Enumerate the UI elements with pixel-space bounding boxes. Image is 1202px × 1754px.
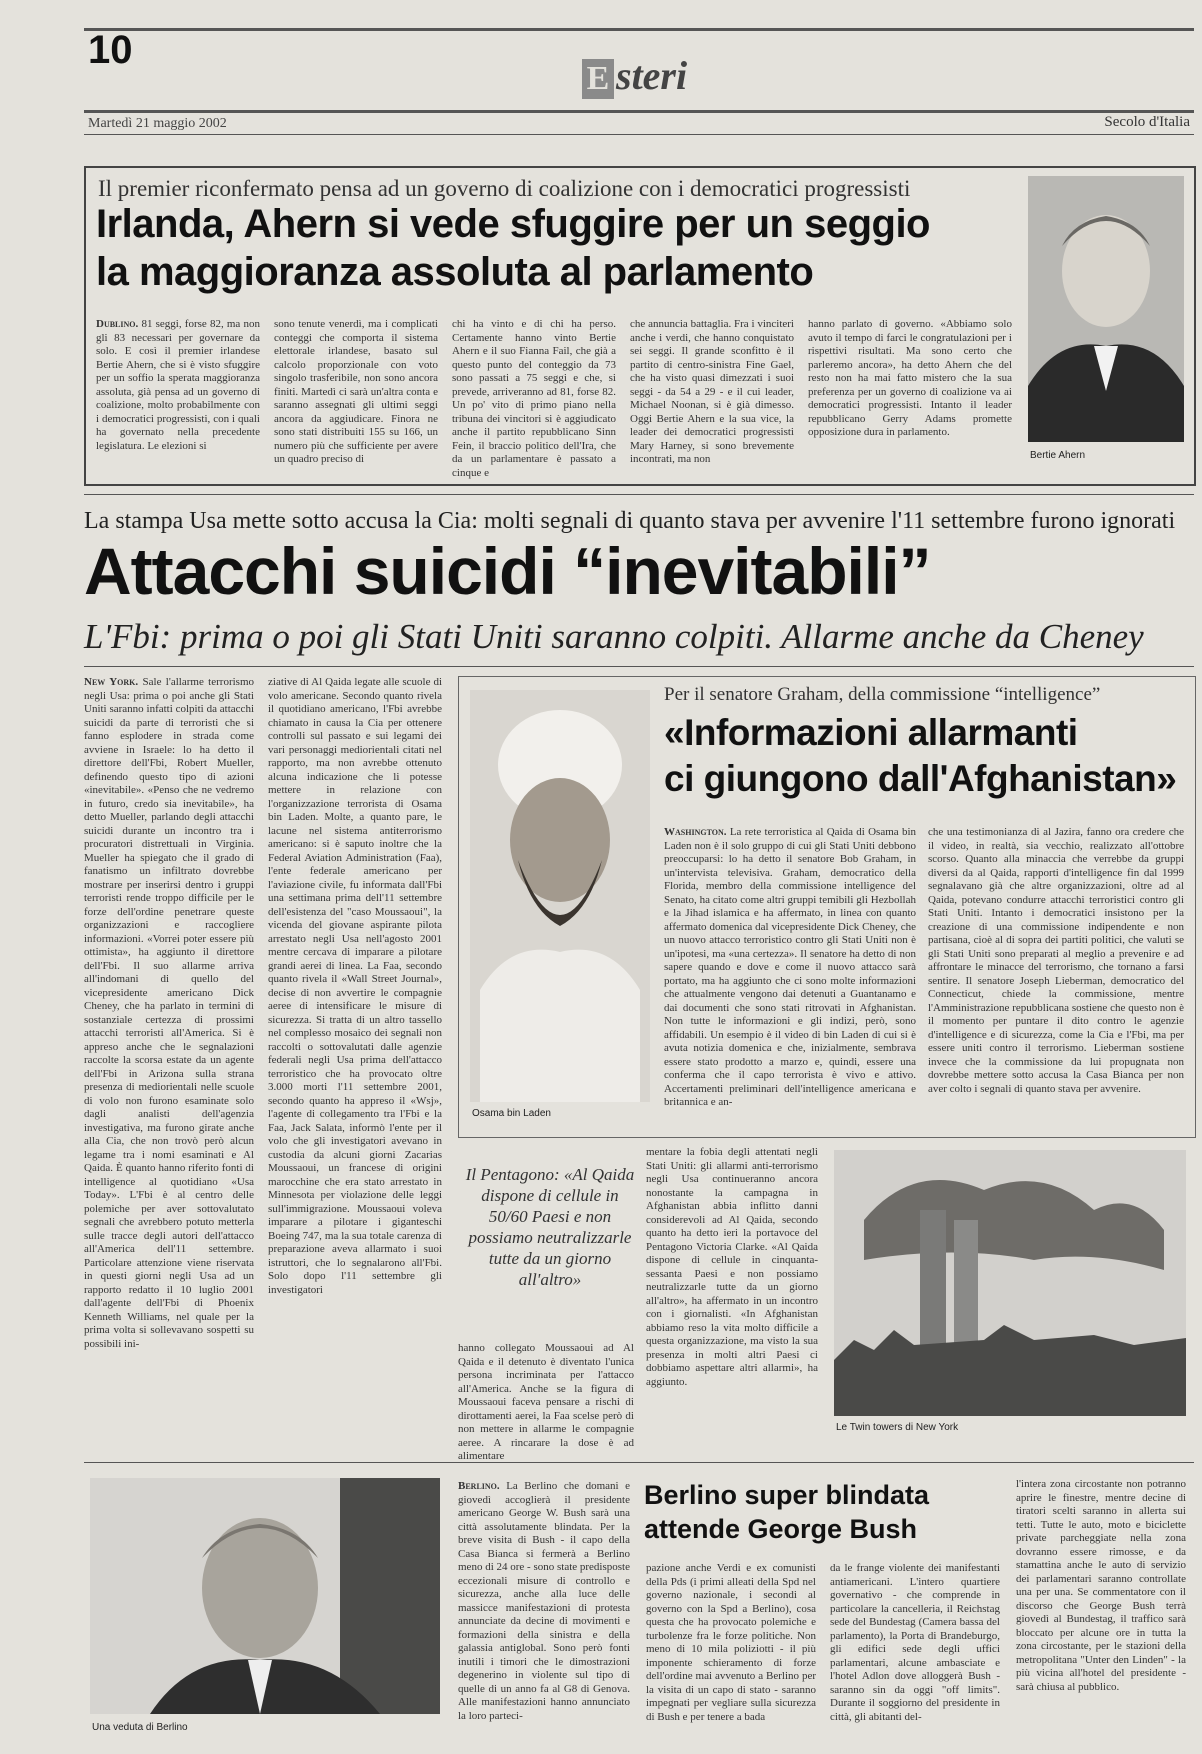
pentagon-pull-quote: Il Pentagono: «Al Qaida dispone di cellule in 50/60 Paesi e non possiamo neutralizzarle tutte da un giorno all'altro» (465, 1165, 635, 1289)
section-rule (84, 1462, 1194, 1463)
article-ireland-kicker: Il premier riconfermato pensa ad un governo di coalizione con i democratici progressisti (98, 176, 911, 201)
bush-portrait-illustration (90, 1478, 440, 1714)
article-ireland-col4: che annuncia battaglia. Fra i vinciteri anche i verdi, che hanno conquistato sei seggi. Il grande sconfitto è il partito di centro-sinistra Fine Gael, che ha visto quasi dimezzati i suoi seggi - da 54 a 29 - e il cui leader, Michael Noonan, si è già dimesso. Oggi Bertie Ahern e la sua vice, la leader dei democratici progressisti Mary Harney, si sono brevemente incontrati, ma non (630, 318, 794, 465)
lead-headline: Attacchi suicidi “inevitabili” (84, 534, 931, 608)
lead-kicker: La stampa Usa mette sotto accusa la Cia: molti segnali di quanto stava per avvenire l'11 settembre furono ignorati (84, 508, 1176, 534)
page-number: 10 (88, 28, 133, 72)
headline-line: «Informazioni allarmanti (664, 712, 1078, 753)
article-ireland-col3: chi ha vinto e di chi ha perso. Certamente hanno vinto Bertie Ahern e il suo Fianna Fail, che già a questo punto del conteggio da 73 sono passati a 75 seggi e che, si prevede, arriveranno ad 81, forse 82. Un po' vito di primo piano nella tribuna dei vincitori si è aggiudicato anche il partito repubblicano Sinn Fein, il braccio politico dell'Ira, che da un parlamentare è passato a cinque e (452, 318, 616, 479)
headline-line: la maggioranza assoluta al parlamento (96, 250, 814, 294)
portrait-illustration (1028, 176, 1184, 442)
photo-caption-berlin: Una veduta di Berlino (92, 1722, 188, 1733)
headline-line: attende George Bush (644, 1514, 918, 1544)
dateline: Washington. (664, 826, 727, 838)
article-berlin-col2: pazione anche Verdi e ex comunisti della Pds (i primi alleati della Spd nel governo nazionale, i secondi al governo con la Spd a Berlino), cosa questa che ha provocato polemiche e turbolenze fra le forze politiche. Non meno di 10 mila poliziotti - il più imponente schieramento di forze dell'ordine mai avvenuto a Berlino per la visita di un capo di stato - saranno impegnati per vegliare sulla sicurezza di Bush e per tenere a bada (646, 1562, 816, 1723)
article-berlin-col1: Berlino. La Berlino che domani e giovedì accoglierà il presidente americano George W. Bush sarà una città assolutamente blindata. Per la breve visita di Bush - il capo della Casa Bianca si fermerà a Berlino meno di 24 ore - sono state predisposte eccezionali misure di controllo e sicurezza, anche alla luce delle massicce manifestazioni di protesta annunciate da decine di movimenti e formazioni della sinistra e della galassia antiglobal. Sono però fonti inutili i timori che le dimostrazioni degenerino in violente sul tipo di quelle di un anno fa al G8 di Genova. Alle manifestazioni hanno annunciato la loro parteci- (458, 1480, 631, 1722)
photo-twin-towers (834, 1150, 1186, 1416)
photo-osama-bin-laden (470, 690, 650, 1102)
photo-caption-ahern: Bertie Ahern (1030, 450, 1086, 461)
lead-col2: ziative di Al Qaida legate alle scuole di volo americane. Secondo quanto rivela il quotidiano americano, l'Fbi avrebbe chiamato in causa la Cia per ottenere controlli sul passato e sui legami dei vari personaggi mediorientali citati nel rapporto, ma non avrebbe ottenuto alcuna indicazione che li potesse mettere in relazione con l'organizzazione terrorista di Osama bin Laden. Molte, a quanto pare, le lacune nel sistema antiterrorismo americano: si è saputo inoltre che la Federal Aviation Administration (Faa), l'ente federale americano per l'aviazione civile, fu informata dall'Fbi una settimana prima dell'11 settembre dell'esistenza del "caso Moussaoui", la vicenda del giovane aspirante pilota arrestato negli Usa nell'agosto 2001 mentre cercava di imparare a pilotare grandi aerei di linea. La Faa, secondo quanto rivela il «Wall Street Journal», decise di non avvertire le compagnie aeree di intensificare le misure di sicurezza. Si tratta di un altro tassello nel complesso mosaico dei segnali non raccolti o sottovalutati dalle agenzie federali negli Usa prima dell'attacco terroristico che ha provocato oltre 3.000 morti l'11 settembre 2001, secondo quanto ha appreso il «Wsj», l'agente di collegamento tra l'Fbi e la Faa, Jack Salata, informò l'ente per il volo che gli investigatori avevano in custodia da alcuni giorni Zacarias Moussaoui, un francese di origini marocchine che era stato arrestato in Minnesota per violazione delle leggi sull'immigrazione. Moussaoui voleva imparare a pilotare i giganteschi Boeing 747, ma la sua totale carenza di preparazione aveva allarmato i suoi istruttori, che lo segnalarono all'Fbi. Solo dopo l'11 settembre gli investigatori (268, 676, 442, 1296)
photo-caption-bin-laden: Osama bin Laden (472, 1108, 551, 1119)
article-ireland-col1: Dublino. 81 seggi, forse 82, ma non gli 83 necessari per governare da solo. E così il premier irlandese Bertie Ahern, che si è visto sfuggire per un soffio la sperata maggioranza assoluta, già pensa ad un governo di coalizione, molto probabilmente con i democratici progressisti, con i quali ha governato nella precedente legislatura. Le elezioni si (96, 318, 260, 452)
section-title (582, 52, 687, 99)
dateline: Berlino. (458, 1480, 500, 1492)
headline-line: ci giungono dall'Afghanistan» (664, 758, 1177, 799)
lead-col4: mentare la fobia degli attentati negli Stati Uniti: gli allarmi anti-terrorismo negli Usa continueranno ancora nonostante la campagna in Afghanistan abbia inflitto danni considerevoli ad Al Qaida, secondo quanto ha detto ieri la portavoce del Pentagono Victoria Clarke. «Al Qaida dispone di cellule in cinquanta-sessanta Paesi e non possiamo neutralizzarle tutte da un giorno all'altro», ha affermato in un incontro con i giornalisti. «In Afghanistan abbiamo reso la vita molto difficile a questa organizzazione, ma visto la sua presenza in molti altri Paesi ci dobbiamo aspettare altri allarmi», ha aggiunto. (646, 1146, 818, 1388)
masthead-bottom-rule (84, 134, 1194, 135)
article-ireland-headline (96, 200, 996, 296)
article-graham-kicker: Per il senatore Graham, della commissione “intelligence” (664, 684, 1101, 705)
lead-rule (84, 666, 1194, 667)
article-graham-col1: Washington. La rete terroristica al Qaida di Osama bin Laden non è il solo gruppo di cui gli Stati Uniti debbono preoccuparsi: lo ha detto il senatore Bob Graham, in un'intervista televisiva. Graham, democratico della Florida, membro della commissione intelligence del Senato, ha citato come altri gruppi temibili gli Hezbollah e la Jihad islamica e ha affermato, in linea con quanto affermato domenica dal vicepresidente Dick Cheney, che un nuovo attacco terroristico contro gli Stati Uniti non è un'ipotesi, ma «una certezza». Il senatore ha detto di non sapere quando e dove e come il nuovo attacco sarà portato, ma ha aggiunto che ci sono molte informazioni che attualmente vengono dai detenuti a Guantanamo e dai documenti che sono stati ritrovati in Afghanistan. Non tutte le informazioni e gli indizi, però, sono affidabili. Un esempio è il video di bin Laden di cui si è avuta notizia domenica e che, inizialmente, sembrava essere stato prodotto a marzo e, quindi, essere una conferma che il capo terrorista è vivo e attivo. Accertamenti preliminari dell'intelligence americana e britannica e an- (664, 826, 917, 1108)
photo-caption-twin-towers: Le Twin towers di New York (836, 1422, 959, 1433)
lead-col3: hanno collegato Moussaoui ad Al Qaida e il detenuto è diventato l'unica persona incriminata per l'attacco all'America. Anche se la figura di Moussaoui faceva pensare a rischi di dirottamenti aerei, la Faa scelse però di non mettere in allarme le compagnie aeree. A rincarare la dose è ad alimentare (458, 1342, 634, 1462)
article-graham-col2: che una testimonianza di al Jazira, fanno ora credere che il video, in realtà, sia vecchio, realizzato all'ottobre scorso. Quanto alla minaccia che verrebbe da gruppi diversi da al Qaida, rapporti d'intelligence fin dal 1999 segnalavano già che altre organizzazioni, oltre ad al Qaida, potevano condurre attacchi terroristici contro gli Stati Uniti. Intanto i democratici insistono per la creazione di una commissione indipendente e non partisana, cioè al di sopra dei partiti politici, che valuti se gli Stati Uniti sono preparati al meglio a prevenire e ad affrontare le minacce del terrorismo, che tornano a farsi sentire. Il senatore Joseph Lieberman, democratico del Connecticut, chiede la commissione, mentre l'Amministrazione repubblicana sostiene che questo non è il momento per puntare il dito contro le agenzie d'intelligence e di sicurezza, come la Cia e l'Fbi, ma per essere uniti contro il terrorismo. Lieberman sostiene invece che la commissione da lui propugnata non dovrebbe mettere sotto accusa la Casa Bianca per non aver colto i segnali di quanto stava per avvenire. (928, 826, 1184, 1095)
section-title-rest: steri (616, 53, 688, 98)
lead-subheadline: L'Fbi: prima o poi gli Stati Uniti saranno colpiti. Allarme anche da Cheney (84, 617, 1144, 656)
dateline: Dublino. (96, 318, 139, 330)
photo-bertie-ahern (1028, 176, 1184, 442)
dateline: New York. (84, 676, 139, 688)
section-rule (84, 494, 1194, 495)
headline-line: Berlino super blindata (644, 1480, 930, 1510)
photo-berlin (90, 1478, 440, 1714)
headline-line: Irlanda, Ahern si vede sfuggire per un seggio (96, 202, 930, 246)
section-initial: E (582, 59, 614, 99)
article-ireland-col2: sono tenute venerdì, ma i complicati conteggi che comporta il sistema elettorale irlandese, basato sul calcolo proporzionale con voto singolo trasferibile, non sono ancora finiti. Martedì ci sarà un'altra conta e saranno assegnati gli ultimi seggi ancora da aggiudicare. Finora ne sono stati distribuiti 155 su 166, un numero più che sufficiente per avere un quadro preciso di (274, 318, 438, 465)
article-berlin-col3: da le frange violente dei manifestanti antiamericani. L'intero quartiere governativo - che comprende in particolare la cancelleria, il Reichstag sede del Bundestag (Camera bassa del parlamento), la Porta di Brandeburgo, gli edifici sede degli uffici parlamentari, alcune ambasciate e l'hotel Adlon dove alloggerà Bush - saranno sin da oggi "off limits". Durante il soggiorno del presidente in città, gli abitanti del- (830, 1562, 1000, 1723)
article-graham-headline (664, 710, 1188, 802)
newspaper-name: Secolo d'Italia (1104, 114, 1190, 130)
portrait-illustration (470, 690, 650, 1102)
top-rule (84, 28, 1194, 31)
twin-towers-illustration (834, 1150, 1186, 1416)
masthead-rule (84, 110, 1194, 113)
article-berlin-col4: l'intera zona circostante non potranno aprire le finestre, mentre decine di tiratori scelti saranno in allerta sui tetti. Tutte le auto, moto e biciclette private parcheggiate nella zona dovranno essere rimosse, e da stamattina anche le auto di servizio dei parlamentari saranno controllate una per una. Se commentatore con il discorso che George Bush terrà giovedì al Bundestag, il traffico sarà bloccato per alcune ore in tutta la zona circostante, per le stazioni della metropolitana "Unter den Linden" - la più vicina all'hotel del presidente - sarà chiusa al pubblico. (1016, 1478, 1186, 1693)
article-berlin-headline (644, 1478, 988, 1546)
lead-col1: New York. Sale l'allarme terrorismo negli Usa: prima o poi anche gli Stati Uniti saranno infatti colpiti da attacchi suicidi da parte di terroristi che si fanno esplodere in strada come avviene in Israele: lo ha detto il direttore dell'Fbi, Robert Mueller, definendo questo tipo di azioni «inevitabile». «Penso che ne vedremo in futuro, credo sia inevitabile», ha detto Mueller, parlando degli attacchi suicidi durante un incontro tra i procuratori distrettuali in Virginia. Mueller ha spiegato che il grado di fanatismo un infiltrato dovrebbe mostrare per inserirsi dentro i gruppi terroristi rende troppo difficile per le forze dell'ordine penetrare queste organizzazioni e raccogliere informazioni. «Vorrei poter essere più ottimista», ha aggiunto il direttore dell'Fbi. Il suo allarme arriva all'indomani di quello del vicepresidente americano Dick Cheney, che ha parlato in termini di sostanziale certezza di prossimi attacchi terroristi all'America. Si è appreso anche che le segnalazioni raccolte la scorsa estate da un agente dell'Fbi in Arizona sulla strana presenza di mediorientali nelle scuole di volo non furono esaminate solo dagli analisti dell'agenzia investigativa, ma furono girate anche alla Cia, che non trovò però alcun legame tra i nomi esaminati e Al Qaida. È quanto hanno riferito fonti di intelligence al quotidiano «Usa Today». L'Fbi è al centro delle polemiche per aver sottovalutato segnali che avrebbero potuto metterla sulle tracce degli autori dell'attacco all'America dell'11 settembre. Particolare attenzione viene riservata in questi giorni negli Usa ad un rapporto redatto il 10 luglio 2001 dall'agente dell'Fbi di Phoenix Kenneth Williams, nel quale per la prima volta si sollevavano sospetti su possibili ini- (84, 676, 255, 1350)
article-ireland-col5: hanno parlato di governo. «Abbiamo solo avuto il tempo di farci le congratulazioni per i rispettivi risultati. Ma sono certo che parleremo ancora», ha detto Ahern che del resto non ha mai fatto mistero che la sua preferenza per un governo di coalizione va ai democratici progressisti. Intanto il leader repubblicano Gerry Adams promette opposizione dura in parlamento. (808, 318, 1012, 438)
issue-date: Martedì 21 maggio 2002 (88, 116, 227, 131)
